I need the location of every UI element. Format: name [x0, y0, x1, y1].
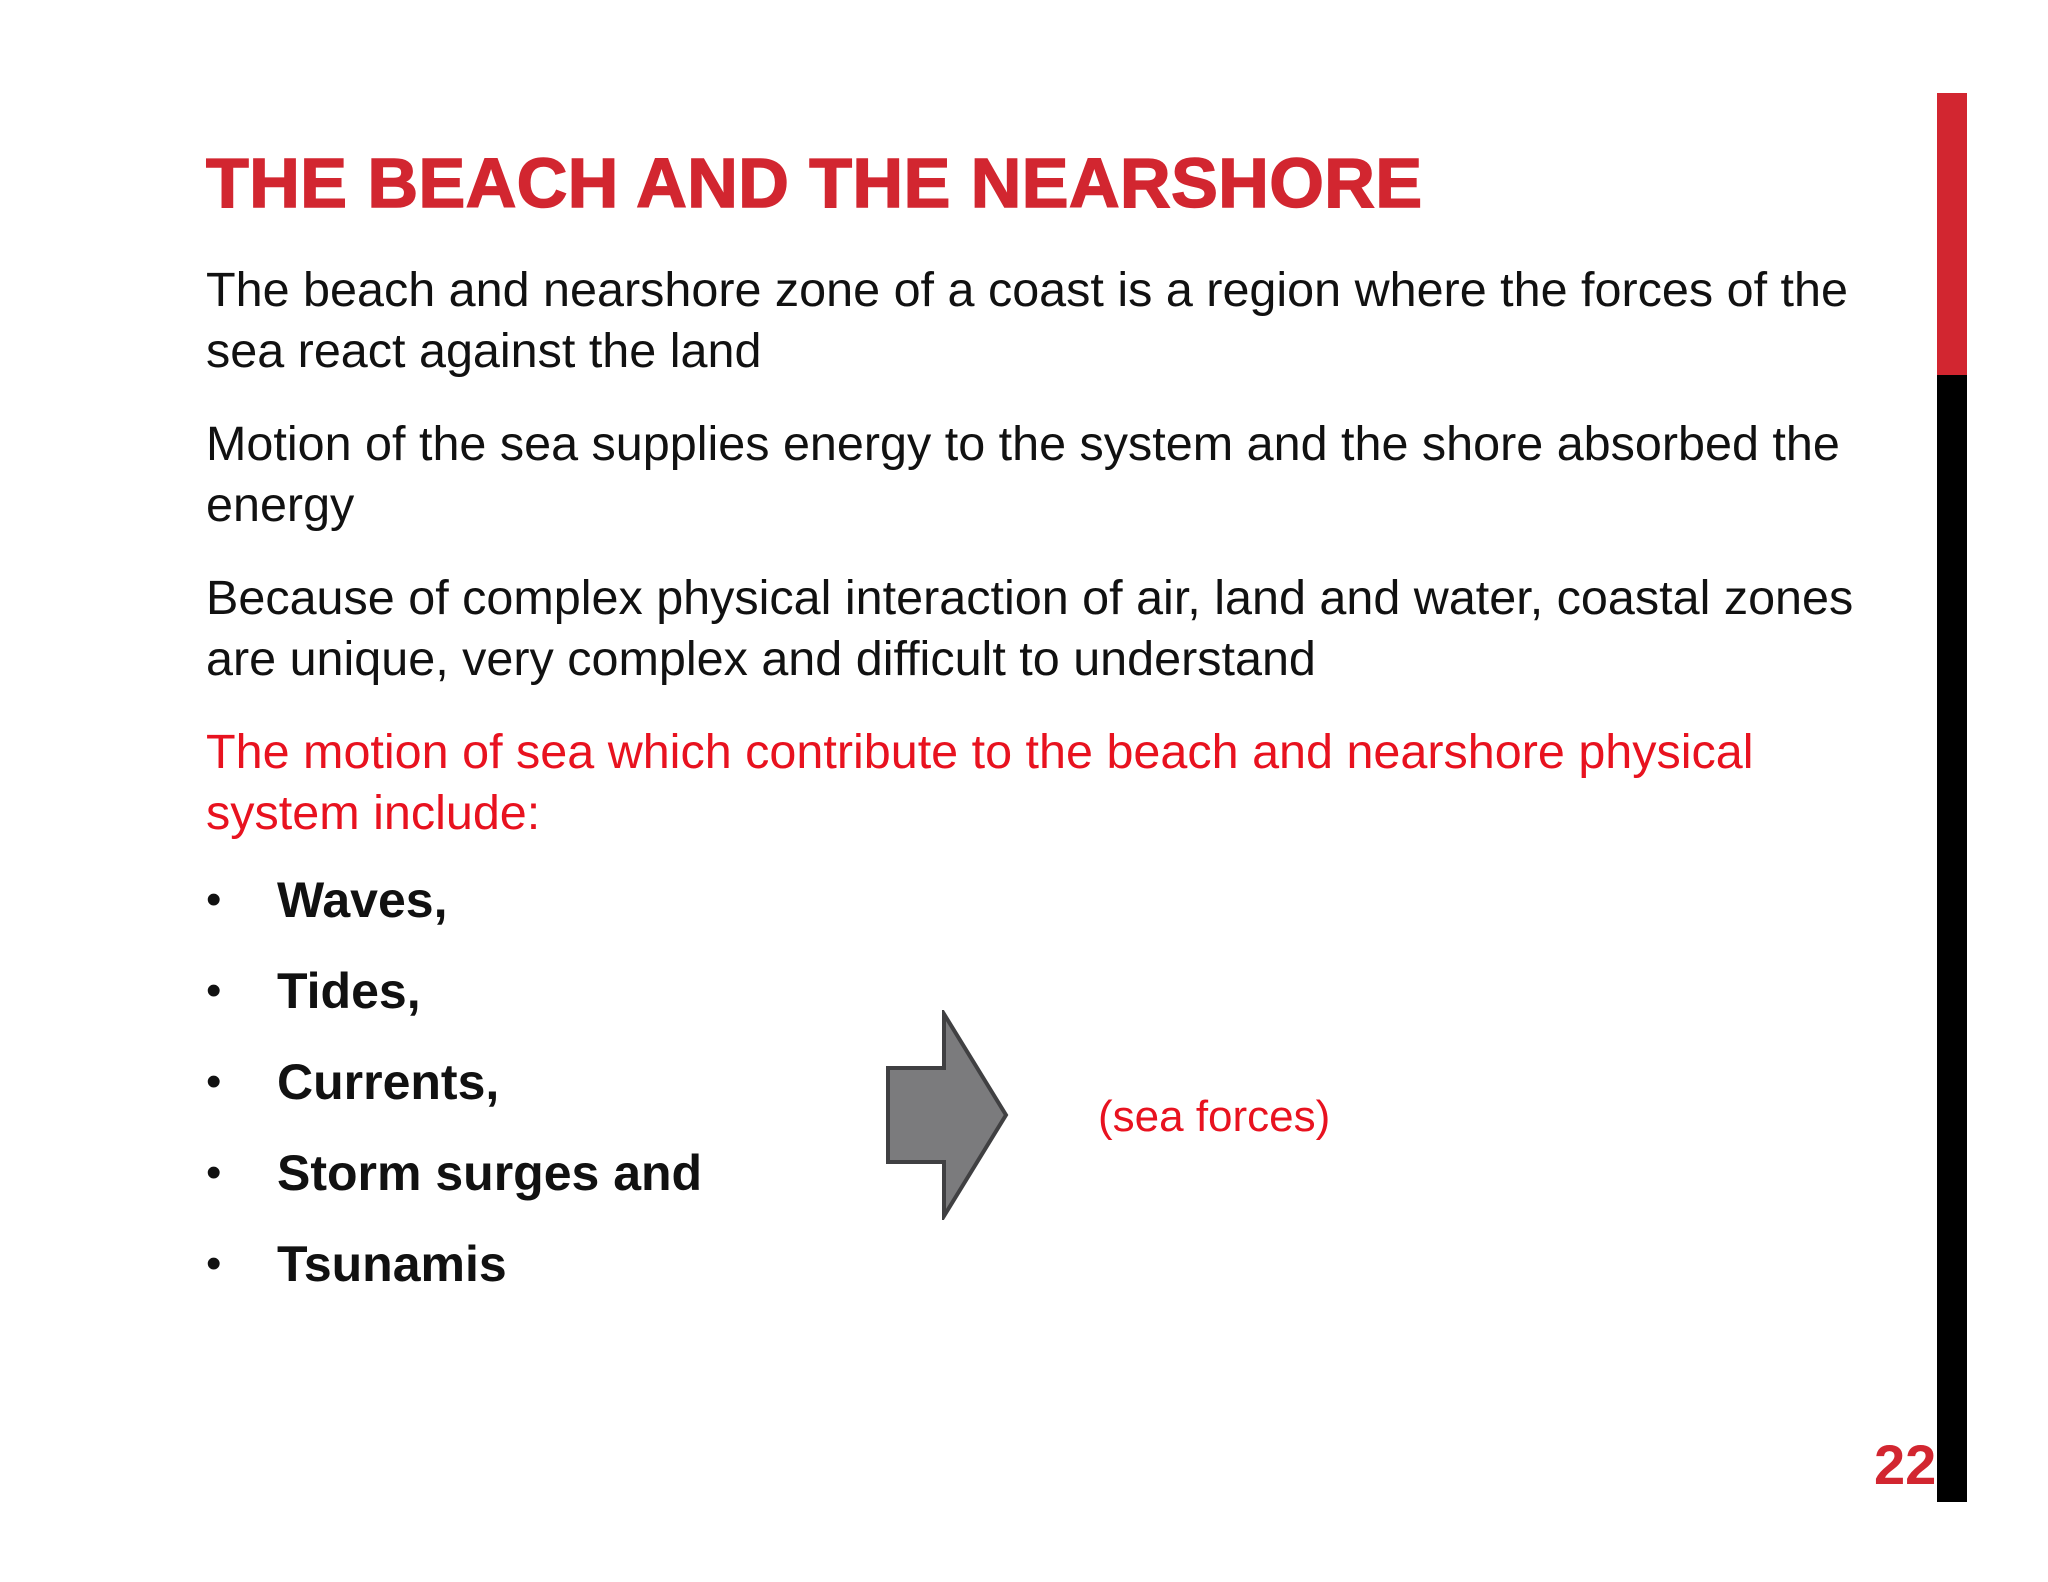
paragraph-complexity: Because of complex physical interaction of air, land and water, coastal zones are unique, very complex and difficult to understand [206, 571, 1854, 686]
arrow-label: (sea forces) [1098, 1092, 1331, 1141]
bullet-icon: • [206, 875, 222, 924]
bullet-icon: • [206, 966, 222, 1015]
right-arrow-icon [885, 1010, 1010, 1220]
bullet-icon: • [206, 1148, 222, 1197]
slide-title: THE BEACH AND THE NEARSHORE [206, 144, 1423, 222]
bullet-icon: • [206, 1057, 222, 1106]
list-item-label: Waves, [277, 872, 448, 928]
paragraph-motion-of-sea: The motion of sea which contribute to the beach and nearshore physical system include: [206, 725, 1754, 840]
bullet-icon: • [206, 1239, 222, 1288]
list-item-label: Tides, [277, 963, 421, 1019]
paragraph-definition: The beach and nearshore zone of a coast is a region where the forces of the sea react against the land [206, 263, 1848, 378]
side-bar-black [1937, 375, 1967, 1502]
list-item-label: Tsunamis [277, 1236, 507, 1292]
paragraph-energy: Motion of the sea supplies energy to the system and the shore absorbed the energy [206, 417, 1840, 532]
list-item-label: Storm surges and [277, 1145, 703, 1201]
list-item-label: Currents, [277, 1054, 500, 1110]
side-bar-red [1937, 93, 1967, 375]
page-number: 22 [1874, 1433, 1937, 1496]
